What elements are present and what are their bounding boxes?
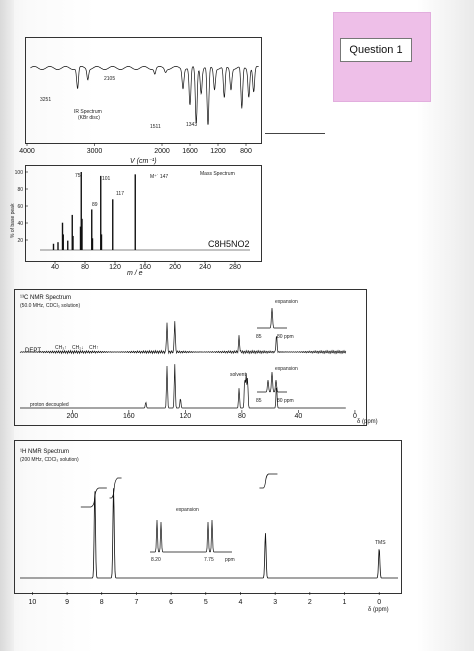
h1-expansion-label: expansion xyxy=(176,507,199,513)
dept-label: DEPT xyxy=(25,348,42,354)
ms-ytick-label: 60 xyxy=(17,204,23,210)
h1-tick-label: 4 xyxy=(238,599,243,606)
ir-tick-label: 800 xyxy=(240,148,252,155)
ms-xlabel: m / e xyxy=(127,270,143,277)
c13-x-label: δ (ppm) xyxy=(357,419,378,425)
c13-tick-label: 200 xyxy=(66,413,79,420)
h1-tick-label: 1 xyxy=(342,599,347,606)
h1-tick-label: 8 xyxy=(99,599,104,606)
dept-ch: CH↑ xyxy=(89,345,99,351)
ir-tick-label: 1200 xyxy=(210,148,226,155)
exp2-tick-b: 80 ppm xyxy=(277,398,294,404)
ir-ann-4: 1343 xyxy=(186,122,198,128)
c13-tick-label: 40 xyxy=(294,413,303,420)
h1-exp-tick-b: 7.75 xyxy=(204,557,214,563)
ms-tick-label: 80 xyxy=(81,264,89,271)
ms-ylabel: % of base peak xyxy=(10,203,16,238)
exp2-tick-a: 85 xyxy=(256,398,262,404)
ir-ann-2: 2105 xyxy=(104,76,116,82)
c13-tick-label: 0 xyxy=(352,413,357,420)
ms-tick-label: 200 xyxy=(169,264,181,271)
ms-ytick-label: 100 xyxy=(14,170,23,176)
ms-title: Mass Spectrum xyxy=(200,171,235,177)
ir-tick-label: 3000 xyxy=(86,148,103,155)
ms-tick-label: 40 xyxy=(51,264,59,271)
exp1-tick-b: 80 ppm xyxy=(277,334,294,340)
ir-ann-3: 1511 xyxy=(150,124,161,130)
h1-expansion-trace xyxy=(150,520,232,552)
h1-tick-label: 2 xyxy=(307,599,312,606)
h1-tick-label: 0 xyxy=(377,599,382,606)
ms-formula: C8H5NO2 xyxy=(208,239,250,249)
h1-subtitle: (200 MHz, CDCl₃ solution) xyxy=(20,457,79,463)
ir-x-label: V (cm⁻¹) xyxy=(130,158,157,165)
h1-tick-label: 9 xyxy=(65,599,70,606)
ir-subtitle: (KBr disc) xyxy=(78,115,100,121)
ir-ann-1: 3251 xyxy=(40,97,52,103)
tms-label: TMS xyxy=(375,540,386,546)
ms-ytick-label: 80 xyxy=(17,187,23,193)
h1-integral-trace xyxy=(81,474,278,507)
h1-exp-tick-c: ppm xyxy=(225,557,235,563)
ir-title: IR Spectrum xyxy=(74,109,102,115)
dept-ch2: CH₂↓ xyxy=(72,345,84,351)
c13-title: ¹³C NMR Spectrum xyxy=(20,295,72,301)
h1-tick-label: 6 xyxy=(169,599,174,606)
h1-exp-tick-a: 8.20 xyxy=(151,557,161,563)
ms-label-89: 89 xyxy=(92,202,98,208)
expansion-2-label: expansion xyxy=(275,366,298,372)
h1-tick-label: 10 xyxy=(28,599,37,606)
h1-tick-label: 7 xyxy=(134,599,139,606)
ms-tick-label: 280 xyxy=(229,264,241,271)
c13-tick-label: 120 xyxy=(179,413,192,420)
c13-tick-label: 160 xyxy=(123,413,135,420)
c13-subtitle: (50.0 MHz, CDCl₃ solution) xyxy=(20,303,81,309)
ms-tick-label: 240 xyxy=(199,264,211,271)
ir-tick-label: 2000 xyxy=(154,148,170,155)
ms-tick-label: 120 xyxy=(109,264,121,271)
ir-tick-label: 4000 xyxy=(19,148,35,155)
ms-label-117: 117 xyxy=(116,191,124,197)
exp1-tick-a: 85 xyxy=(256,334,262,340)
ms-label-m: M⁺˙ 147 xyxy=(150,174,169,180)
h1-tick-label: 3 xyxy=(273,599,278,606)
c13-tick-label: 80 xyxy=(237,413,246,420)
h1-title: ¹H NMR Spectrum xyxy=(20,449,70,455)
c13-lower-label: proton decoupled xyxy=(30,402,69,408)
dept-ch3: CH₃↑ xyxy=(55,345,67,351)
solvent-label: solvent xyxy=(230,372,246,378)
question-label: Question 1 xyxy=(340,38,412,62)
expansion-1-label: expansion xyxy=(275,299,298,305)
ir-tick-label: 1600 xyxy=(182,148,198,155)
ms-label-75: 75 xyxy=(75,173,81,179)
ms-tick-label: 160 xyxy=(139,264,151,271)
ms-ytick-label: 20 xyxy=(17,238,23,244)
h1-x-label: δ (ppm) xyxy=(368,607,389,613)
h1-trace xyxy=(20,488,398,578)
ms-label-101: 101 xyxy=(102,176,111,182)
ms-ytick-label: 40 xyxy=(17,221,23,227)
h1-tick-label: 5 xyxy=(203,599,208,606)
